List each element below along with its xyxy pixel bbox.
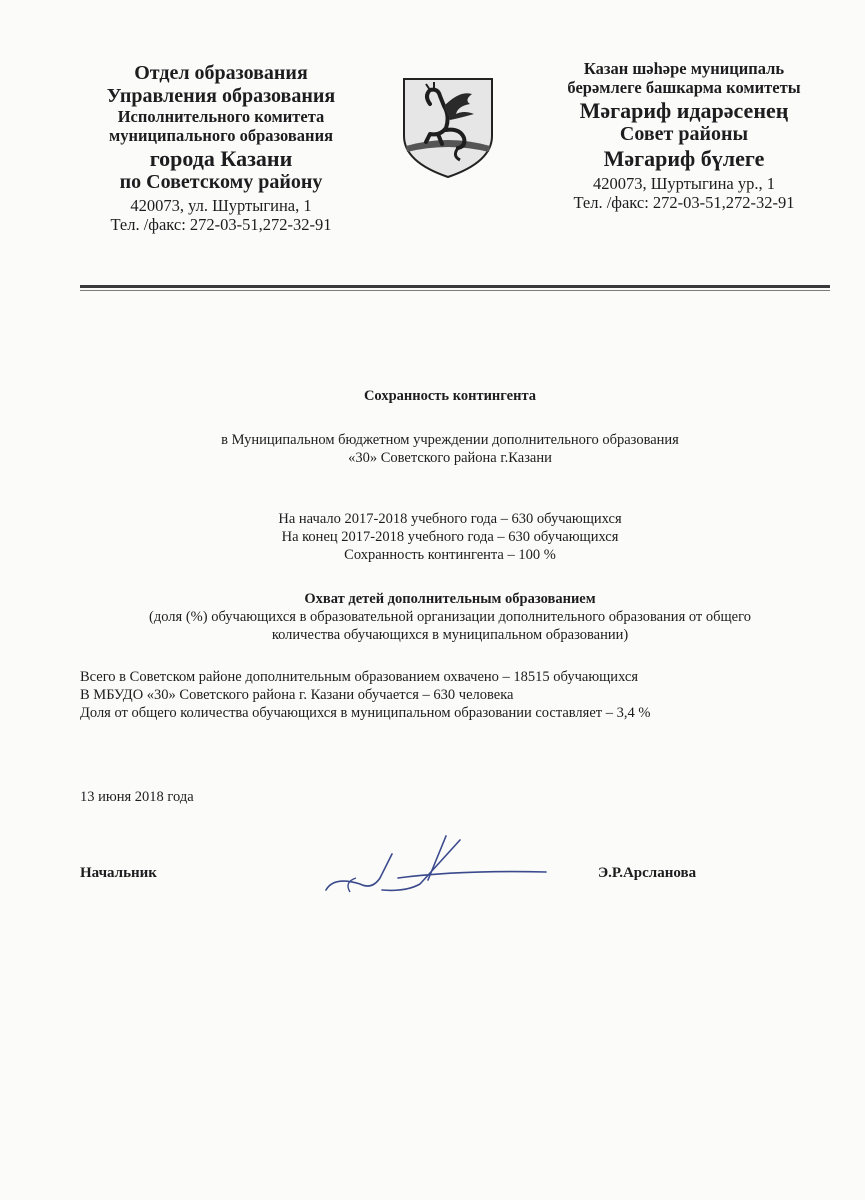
left-header-address: 420073, ул. Шуртыгина, 1	[130, 196, 312, 216]
header-divider-thick	[80, 285, 830, 288]
institution-line2: «30» Советского района г.Казани	[348, 450, 552, 466]
left-header-line6: по Советскому району	[119, 171, 323, 194]
coverage-title: Охват детей дополнительным образованием	[304, 591, 596, 607]
right-header-line1: Казан шәһәре муниципаль	[583, 59, 785, 78]
coverage-note-line2: количества обучающихся в муниципальном образовании)	[271, 627, 629, 643]
right-header-line3: Мәгариф идарәсенең	[579, 97, 789, 123]
left-header-line2: Управления образования	[106, 85, 336, 107]
handwritten-signature	[320, 832, 550, 900]
stat-retention: Сохранность контингента – 100 %	[344, 547, 556, 563]
stat-end-of-year: На конец 2017-2018 учебного года – 630 обучающихся	[281, 529, 619, 545]
right-header-phone: Тел. /факс: 272-03-51,272-32-91	[573, 192, 795, 212]
header-divider-thin	[80, 290, 830, 291]
coverage-total: Всего в Советском районе дополнительным образованием охвачено – 18515 обучающихся	[80, 669, 639, 685]
document-title: Сохранность контингента	[363, 388, 537, 404]
right-header-line2: берәмлеге башкарма комитеты	[567, 77, 801, 97]
left-header	[76, 62, 366, 235]
coverage-institution: В МБУДО «30» Советского района г. Казани обучается – 630 человека	[80, 687, 514, 703]
right-header-address: 420073, Шуртыгина ур., 1	[593, 173, 775, 193]
left-header-line1: Отдел образования	[134, 62, 308, 84]
left-header-line5: города Казани	[149, 145, 293, 171]
left-header-phone: Тел. /факс: 272-03-51,272-32-91	[110, 215, 332, 235]
coverage-note-line1: (доля (%) обучающихся в образовательной организации дополнительного образования от общего	[149, 609, 751, 625]
right-header-line5: Мәгариф бүлеге	[603, 146, 765, 172]
stat-start-of-year: На начало 2017-2018 учебного года – 630 обучающихся	[278, 511, 622, 527]
kazan-coat-of-arms-icon	[400, 76, 496, 180]
document-date: 13 июня 2018 года	[80, 789, 194, 805]
right-header	[528, 60, 840, 212]
signatory-name: Э.Р.Арсланова	[598, 865, 697, 881]
left-header-line4: муниципального образования	[108, 125, 333, 145]
signatory-title: Начальник	[80, 865, 157, 881]
coverage-share: Доля от общего количества обучающихся в муниципальном образовании составляет – 3,4 %	[80, 705, 651, 721]
left-header-line3: Исполнительного комитета	[117, 107, 325, 126]
right-header-line4: Совет районы	[619, 123, 749, 146]
institution-line1: в Муниципальном бюджетном учреждении дополнительного образования	[221, 432, 679, 448]
